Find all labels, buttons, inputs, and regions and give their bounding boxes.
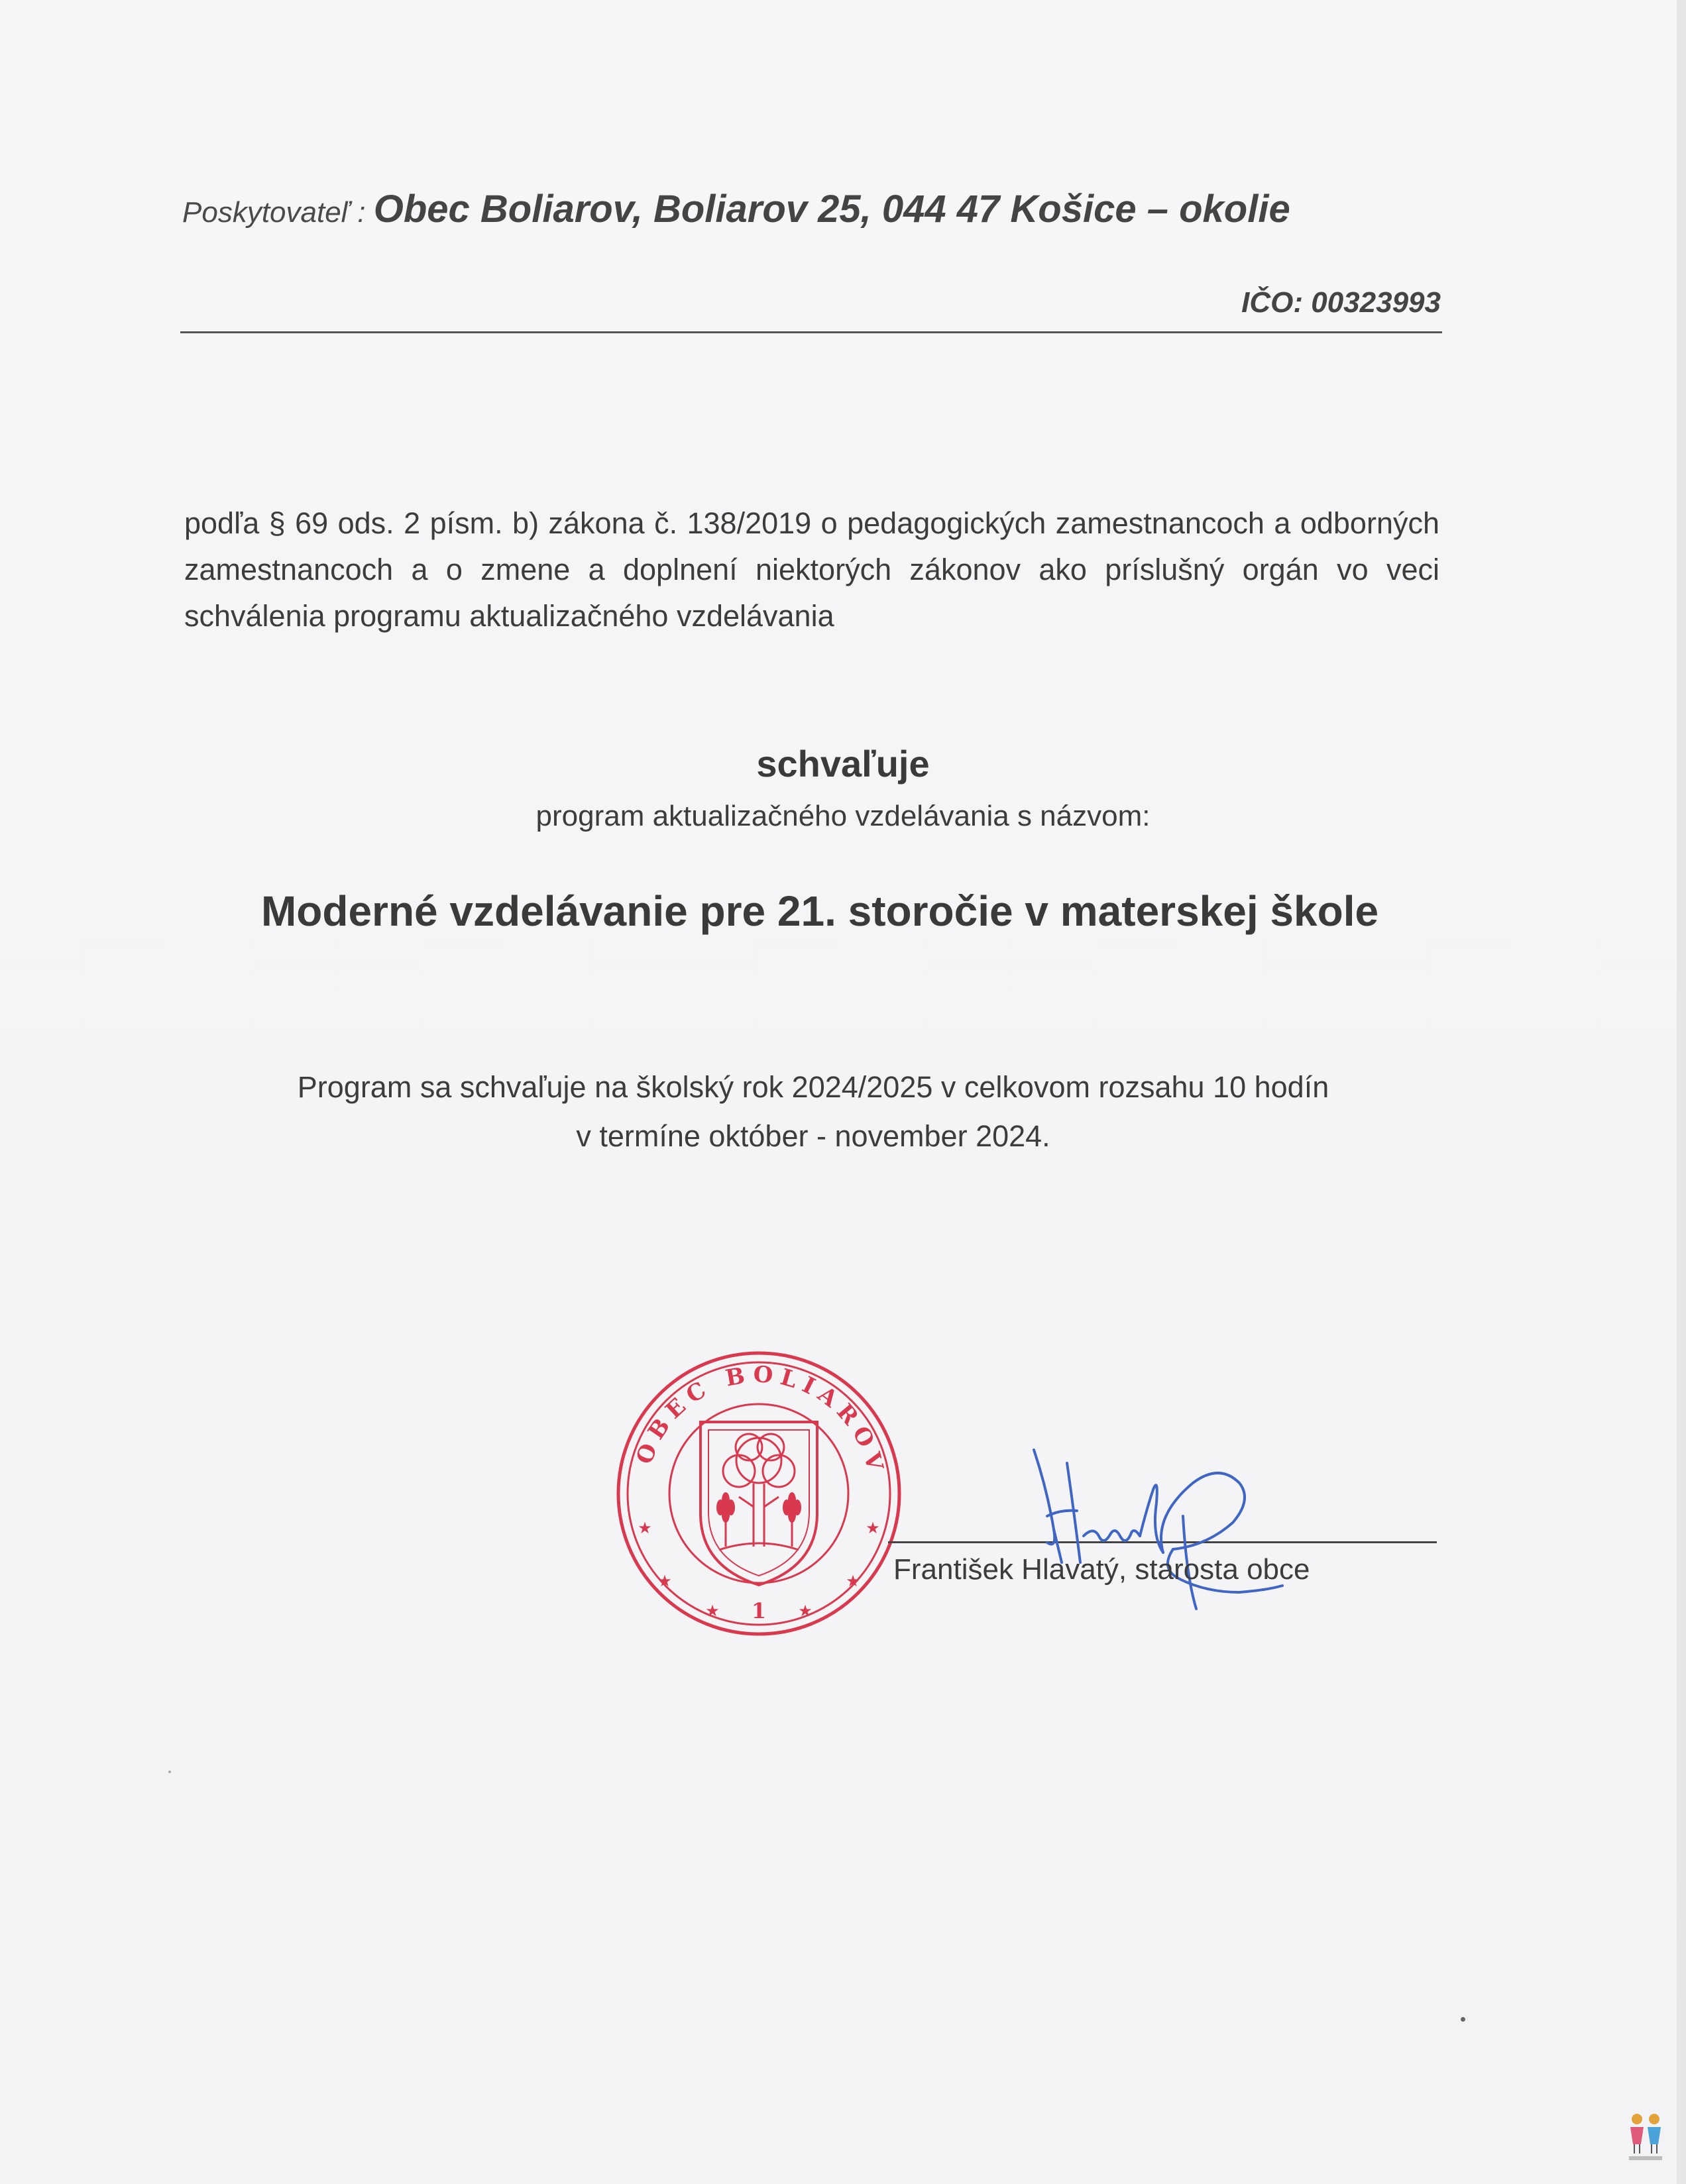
- handwritten-signature-icon: [1021, 1437, 1365, 1629]
- svg-text:★: ★: [638, 1519, 652, 1537]
- official-seal-icon: [613, 1348, 905, 1639]
- svg-text:★: ★: [657, 1572, 672, 1590]
- svg-text:1: 1: [751, 1598, 767, 1623]
- signer-name: František Hlavatý, starosta obce: [893, 1553, 1310, 1586]
- svg-text:★: ★: [866, 1519, 880, 1537]
- svg-text:★: ★: [798, 1602, 813, 1620]
- approval-line-2: v termíne október - november 2024.: [576, 1119, 1050, 1153]
- header-rule: [180, 331, 1442, 333]
- scan-edge: [1677, 0, 1686, 2184]
- kindergarten-logo-icon: [1625, 2110, 1666, 2163]
- legal-paragraph: podľa § 69 ods. 2 písm. b) zákona č. 138/2019 o pedagogických zamestnancoch a odborných zamestnancoch a o zmene a doplnení niektorých zákonov ako príslušný orgán vo veci schválenia programu aktualizačného vzdelávania: [184, 506, 1439, 633]
- svg-text:★: ★: [846, 1572, 860, 1590]
- approval-line-1: Program sa schvaľuje na školský rok 2024/2025 v celkovom rozsahu 10 hodín: [297, 1070, 1329, 1104]
- scan-speck: [1461, 2017, 1465, 2022]
- svg-text:★: ★: [705, 1602, 720, 1620]
- scan-speck: [168, 1771, 171, 1773]
- approves-heading: schvaľuje: [756, 743, 930, 785]
- approval-text: [0, 1063, 1626, 1161]
- approves-subheading: program aktualizačného vzdelávania s názvom:: [535, 800, 1151, 832]
- provider-label: Poskytovateľ :: [182, 196, 374, 229]
- ico-number: IČO: 00323993: [1241, 286, 1441, 319]
- svg-text:OBEC BOLIAROV: OBEC BOLIAROV: [631, 1361, 890, 1480]
- provider-line: [182, 187, 1441, 231]
- provider-value: Obec Boliarov, Boliarov 25, 044 47 Košice – okolie: [373, 188, 1290, 231]
- program-title: Moderné vzdelávanie pre 21. storočie v materskej škole: [260, 887, 1379, 935]
